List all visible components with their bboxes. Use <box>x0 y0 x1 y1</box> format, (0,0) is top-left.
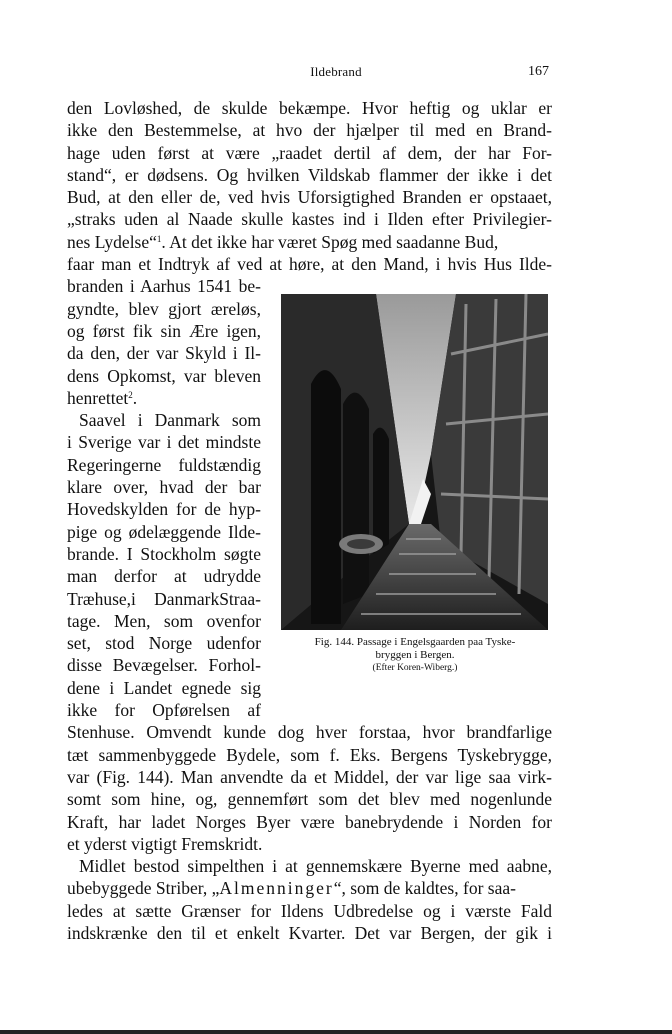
footnote-marker: 1 <box>156 233 162 244</box>
running-header: Ildebrand <box>310 64 362 79</box>
text-line: et yderst vigtigt Fremskridt. <box>67 833 263 854</box>
figure-image <box>281 294 548 630</box>
text-line: Saavel i Danmark som <box>79 410 261 431</box>
text-line: var (Fig. 144). Man anvendte da et Middel, der var lige saa virk- <box>67 766 552 787</box>
text-line: og først fik sin Ære igen, <box>67 320 261 341</box>
text-line: gyndte, blev gjort æreløs, <box>67 298 261 319</box>
text-line: faar man et Indtryk af ved at høre, at den Mand, i hvis Hus Ilde- <box>67 254 552 275</box>
text-line: dene i Landet egnede sig <box>67 677 261 698</box>
text-line: brande. I Stockholm søgte <box>67 543 261 564</box>
text-line: ikke den Bestemmelse, at hvo der hjælper til med en Brand- <box>67 120 552 141</box>
text-line: set, stod Norge udenfor <box>67 633 261 654</box>
figure-caption <box>281 636 549 675</box>
text-line: Midlet bestod simpelthen i at gennemskære Byerne med aabne, <box>79 856 552 877</box>
text-line: „straks uden al Naade skulle kastes ind i Ilden efter Privilegier- <box>67 209 552 230</box>
caption-credit: (Efter Koren-Wiberg.) <box>372 663 458 673</box>
footnote-marker: 2 <box>128 389 133 400</box>
text-fragment: . At det ikke har været Spøg med saadanne Bud, <box>161 231 499 252</box>
caption-line: bryggen i Bergen. <box>375 649 455 661</box>
page-number: 167 <box>528 64 549 79</box>
text-line: hage uden først at være „raadet dertil af dem, der har For- <box>67 142 552 163</box>
text-line: Hovedskylden for de hyp- <box>67 499 261 520</box>
text-fragment <box>67 877 516 899</box>
text-line: pige og ødelæggende Ilde- <box>67 521 261 542</box>
text-line: henrettet$^2$. <box>67 387 138 408</box>
text-line <box>67 877 552 899</box>
text-line: ikke for Opførelsen af <box>67 700 261 721</box>
text-fragment: henrettet <box>67 387 129 408</box>
text-line <box>67 231 552 253</box>
text-line: da den, der var Skyld i Il- <box>67 343 261 364</box>
text-line: tæt sammenbyggede Bydele, som f. Eks. Bergens Tyskebrygge, <box>67 744 552 765</box>
text-line: Regeringerne fuldstændig <box>67 454 261 475</box>
text-fragment: “, som de kaldtes, for saa- <box>333 878 516 899</box>
text-line: stand“, er dødsens. Og hvilken Vildskab flammer der ikke i det <box>67 164 552 185</box>
text-line: den Lovløshed, de skulde bekæmpe. Hvor heftig og uklar er <box>67 98 552 118</box>
text-line: Kraft, har ladet Norges Byer være banebrydende i Norden for <box>67 811 552 832</box>
text-fragment: nes Lydelse“ <box>67 231 157 252</box>
page-bottom-edge <box>0 1030 672 1034</box>
text-line: i Sverige var i det mindste <box>67 432 261 453</box>
text-line: man derfor at udrydde <box>67 566 261 587</box>
text-line: Bud, at den eller de, ved hvis Uforsigtighed Branden er opstaaet, <box>67 187 552 208</box>
text-line: Træhuse,i DanmarkStraa- <box>67 588 261 609</box>
text-line: branden i Aarhus 1541 be- <box>67 276 261 297</box>
text-line: disse Bevægelser. Forhol- <box>67 655 261 676</box>
emphasis-word: Almenninger <box>219 878 334 899</box>
text-line: klare over, hvad der bar <box>67 477 261 498</box>
caption-line: Fig. 144. Passage i Engelsgaarden paa Tyske- <box>314 636 516 648</box>
text-line: Stenhuse. Omvendt kunde dog hver forstaa, hvor brandfarlige <box>67 722 552 743</box>
text-line: dens Opkomst, var bleven <box>67 365 261 386</box>
passage-illustration <box>281 294 548 630</box>
text-line: tage. Men, som ovenfor <box>67 610 261 631</box>
text-fragment: ubebyggede Striber, „ <box>67 878 220 899</box>
text-line: somt som hine, og, gennemført som det blev med nogenlunde <box>67 789 552 810</box>
text-line: indskrænke den til et enkelt Kvarter. Det var Bergen, der gik i <box>67 922 552 943</box>
text-line: ledes at sætte Grænser for Ildens Udbredelse og i værste Fald <box>67 900 552 921</box>
